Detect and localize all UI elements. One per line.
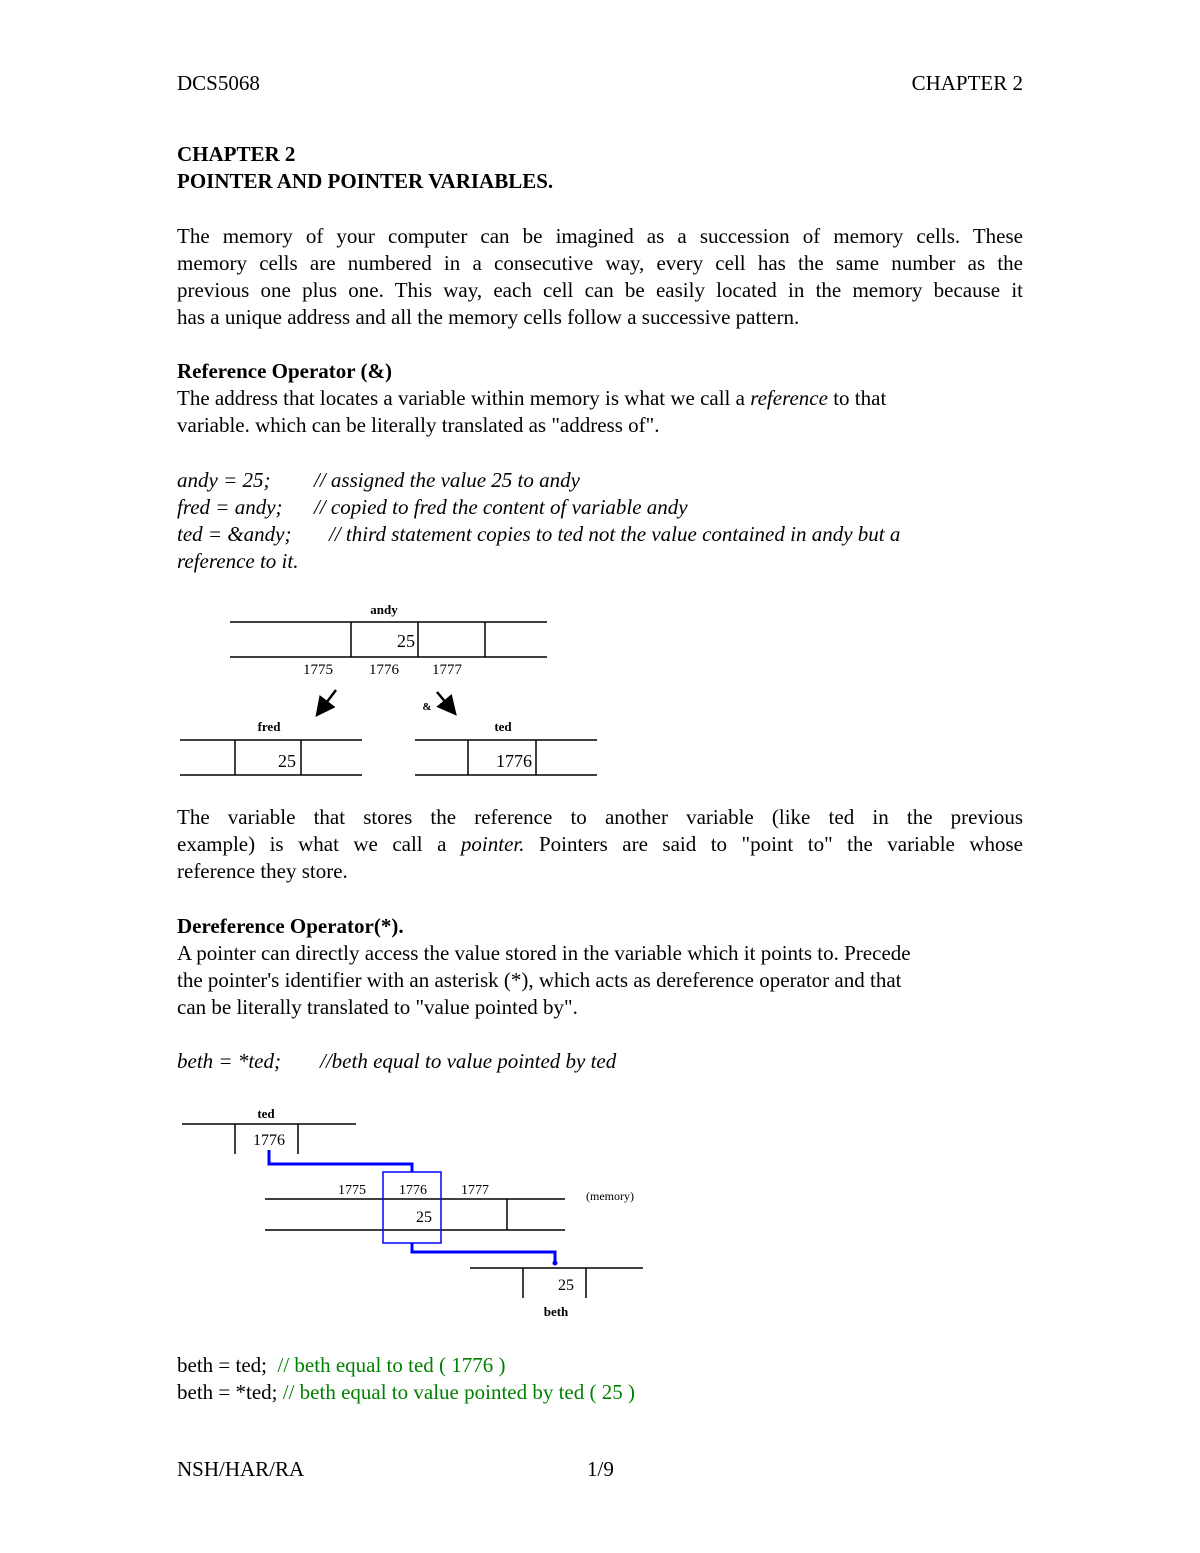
reference-line: variable. which can be literally translated as "address of". — [177, 413, 660, 437]
code-comment: // beth equal to ted ( 1776 ) — [277, 1353, 506, 1377]
fred-label: fred — [257, 719, 281, 734]
text: example) is what we call a — [177, 832, 461, 856]
code-stmt: beth = *ted; — [177, 1049, 281, 1073]
ted-value: 1776 — [496, 751, 532, 771]
intro-line: has a unique address and all the memory cells follow a successive pattern. — [177, 305, 800, 329]
code-comment: // assigned the value 25 to andy — [314, 468, 580, 492]
pointer-line-text: reference they store. — [177, 859, 348, 883]
text: to that — [827, 386, 887, 410]
dereference-line: can be literally translated to "value pointed by". — [177, 995, 578, 1019]
dereference-diagram — [182, 1124, 643, 1298]
code-line: reference to it. — [177, 549, 299, 573]
code-stmt: ted = &andy; — [177, 522, 292, 546]
ted-label: ted — [257, 1106, 275, 1121]
intro-line: memory cells are numbered in a consecutive way, every cell has the same number as the — [177, 251, 1023, 275]
andy-value: 25 — [397, 631, 415, 651]
dereference-heading: Dereference Operator(*). — [177, 914, 404, 938]
intro-line: The memory of your computer can be imagined as a succession of memory cells. These — [177, 224, 1023, 248]
ampersand-mark: & — [422, 701, 432, 713]
pointer-line-text — [177, 831, 1023, 858]
code-comment: //beth equal to value pointed by ted — [320, 1049, 617, 1073]
header-course-code: DCS5068 — [177, 71, 260, 95]
beth-value: 25 — [558, 1277, 574, 1294]
header-chapter: CHAPTER 2 — [911, 71, 1023, 95]
fred-value: 25 — [278, 751, 296, 771]
address-label: 1775 — [338, 1183, 366, 1198]
intro-line: previous one plus one. This way, each cell can be easily located in the memory because it — [177, 278, 1023, 302]
andy-label: andy — [370, 602, 398, 617]
code-line — [177, 1352, 1023, 1379]
page-number: 1/9 — [587, 1457, 614, 1481]
dereference-line: the pointer's identifier with an asterisk (*), which acts as dereference operator and that — [177, 968, 902, 992]
code-comment: // beth equal to value pointed by ted ( 25 ) — [282, 1380, 635, 1404]
text: The address that locates a variable within memory is what we call a — [177, 386, 751, 410]
address-label: 1776 — [399, 1183, 427, 1198]
chapter-title: CHAPTER 2 — [177, 142, 296, 166]
dereference-line: A pointer can directly access the value stored in the variable which it points to. Precede — [177, 941, 911, 965]
emphasis: reference — [750, 386, 828, 410]
pointer-line-text: The variable that stores the reference to another variable (like ted in the previous — [177, 805, 1023, 829]
address-label: 1777 — [432, 662, 462, 678]
cell-value: 25 — [416, 1209, 432, 1226]
code-comment: // copied to fred the content of variable andy — [314, 495, 688, 519]
code-stmt: andy = 25; — [177, 468, 271, 492]
emphasis: pointer. — [460, 832, 525, 856]
code-comment: // third statement copies to ted not the value contained in andy but a — [329, 522, 901, 546]
ted-label: ted — [494, 719, 512, 734]
code-stmt: fred = andy; — [177, 495, 283, 519]
text: Pointers are said to "point to" the variable whose — [524, 832, 1023, 856]
code-stmt: beth = *ted; — [177, 1380, 278, 1404]
page-title: POINTER AND POINTER VARIABLES. — [177, 169, 554, 193]
memory-label: (memory) — [586, 1189, 634, 1203]
ted-value: 1776 — [253, 1132, 285, 1149]
footer-authors: NSH/HAR/RA — [177, 1457, 305, 1481]
code-stmt: beth = ted; — [177, 1353, 267, 1377]
pointer-line — [269, 1150, 412, 1172]
code-line — [177, 1379, 1023, 1406]
beth-label: beth — [543, 1304, 569, 1319]
arrow-to-ted-icon — [437, 692, 452, 710]
address-label: 1777 — [461, 1183, 489, 1198]
reference-diagram — [180, 622, 597, 775]
address-label: 1776 — [369, 662, 399, 678]
reference-heading: Reference Operator (&) — [177, 359, 392, 383]
arrow-to-fred-icon — [320, 690, 336, 711]
dereference-line — [412, 1243, 555, 1262]
address-label: 1775 — [303, 662, 333, 678]
code-line — [177, 1048, 1023, 1075]
